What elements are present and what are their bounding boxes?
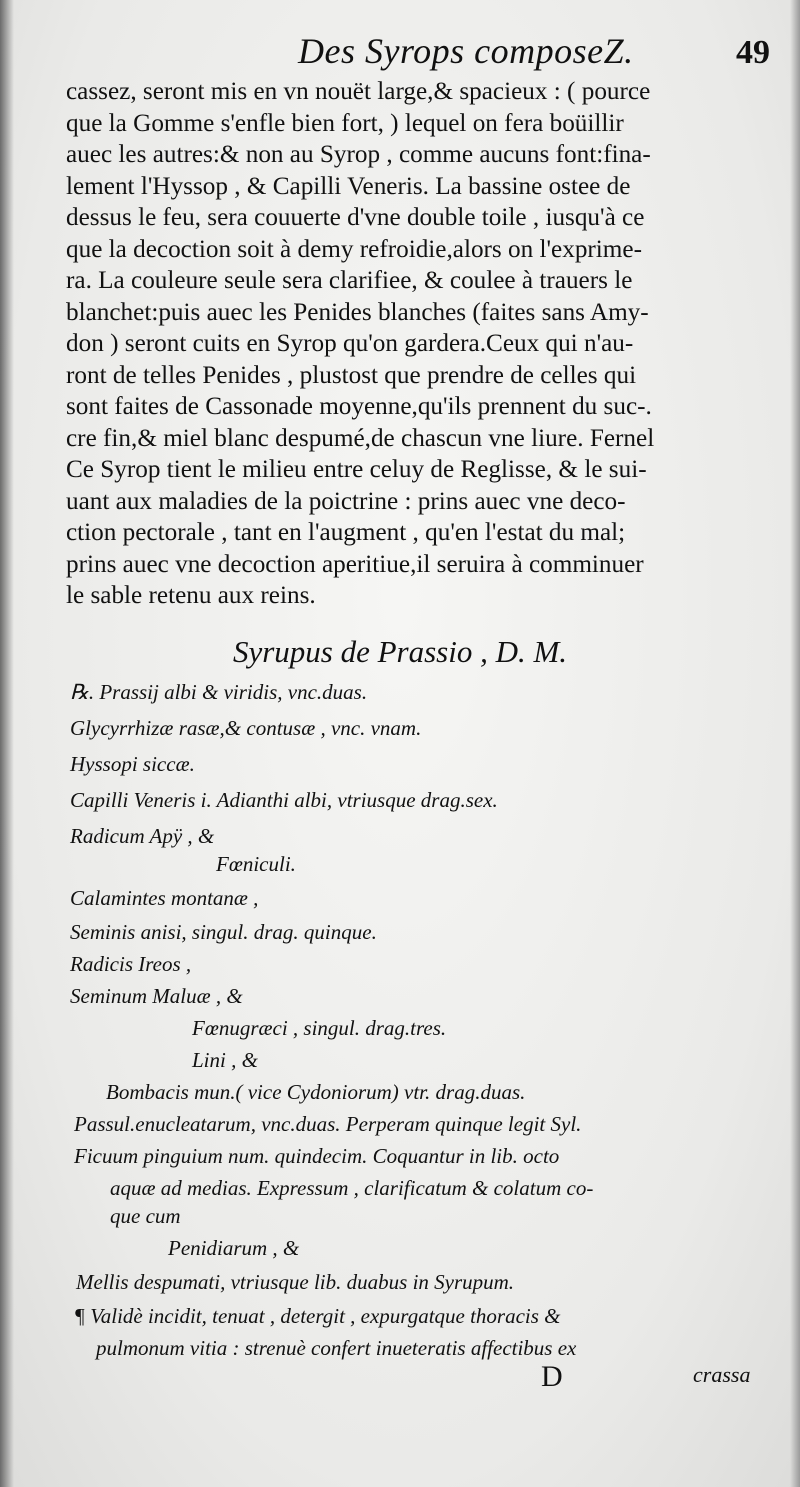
text-line: sont faites de Cassonade moyenne,qu'ils prennent du suc-.: [66, 393, 652, 420]
recipe-line: Seminum Maluæ , &: [70, 984, 243, 1008]
recipe-line: que cum: [110, 1204, 181, 1228]
page-header: [0, 28, 800, 78]
text-line: cre fin,& miel blanc despumé,de chascun vne liure. Fernel: [66, 424, 655, 452]
text-line: ront de telles Penides , plustost que prendre de celles qui: [66, 361, 637, 389]
text-line: uant aux maladies de la poictrine : prins auec vne deco-: [66, 487, 626, 515]
recipe-line: Lini , &: [192, 1048, 258, 1072]
recipe-line: Fœniculi.: [216, 852, 296, 876]
text-line: ra. La couleure seule sera clarifiee, & coulee à trauers le: [66, 267, 633, 294]
recipe-line: Ficuum pinguium num. quindecim. Coquantur in lib. octo: [74, 1144, 560, 1168]
text-line: le sable retenu aux reins.: [66, 582, 316, 609]
text-line: lement l'Hyssop , & Capilli Veneris. La bassine ostee de: [66, 172, 631, 200]
text-line: cassez, seront mis en vn nouët large,& spacieux : ( pource: [66, 78, 651, 105]
prose-paragraph: [66, 76, 756, 612]
recipe-line: pulmonum vitia : strenuè confert inueteratis affectibus ex: [96, 1336, 577, 1360]
text-line: prins auec vne decoction aperitiue,il seruira à comminuer: [66, 550, 644, 578]
recipe-line: Bombacis mun.( vice Cydoniorum) vtr. drag.duas.: [106, 1080, 526, 1104]
recipe-line: Mellis despumati, vtriusque lib. duabus in Syrupum.: [76, 1270, 515, 1294]
recipe-line: Calamintes montanæ ,: [70, 886, 259, 910]
text-line: blanchet:puis auec les Penides blanches (faites sans Amy-: [66, 298, 649, 326]
recipe-line: Capilli Veneris i. Adianthi albi, vtriusque drag.sex.: [70, 788, 498, 812]
recipe-line: Fœnugræci , singul. drag.tres.: [192, 1016, 447, 1040]
recipe-line: Penidiarum , &: [168, 1236, 300, 1260]
page-edge-shadow: [790, 0, 800, 1487]
text-line: don ) seront cuits en Syrop qu'on gardera.Ceux qui n'au-: [66, 330, 634, 357]
page-gutter-shadow: [0, 0, 14, 1487]
recipe-line: ℞. Prassij albi & viridis, vnc.duas.: [70, 680, 368, 704]
page-number: 49: [736, 34, 770, 71]
recipe-line: ¶ Validè incidit, tenuat , detergit , expurgatque thoracis &: [74, 1304, 561, 1328]
recipe-line: Passul.enucleatarum, vnc.duas. Perperam quinque legit Syl.: [74, 1112, 582, 1136]
text-line: dessus le feu, sera couuerte d'vne double toile , iusqu'à ce: [66, 204, 645, 231]
text-line: que la decoction soit à demy refroidie,alors on l'exprime-: [66, 235, 642, 263]
text-line: que la Gomme s'enfle bien fort, ) lequel on fera boüillir: [66, 109, 624, 137]
recipe-line: Radicum Apÿ , &: [70, 824, 215, 848]
recipe-line: Glycyrrhizæ rasæ,& contusæ , vnc. vnam.: [70, 716, 422, 740]
recipe-line: Radicis Ireos ,: [70, 952, 192, 976]
recipe-line: aquæ ad medias. Expressum , clarificatum & colatum co-: [110, 1176, 594, 1200]
text-line: ction pectorale , tant en l'augment , qu'en l'estat du mal;: [66, 519, 626, 546]
recipe-line: Seminis anisi, singul. drag. quinque.: [70, 920, 377, 944]
section-heading: Syrupus de Prassio , D. M.: [232, 634, 568, 669]
signature-mark: D: [541, 1360, 563, 1393]
running-title: Des Syrops composeZ.: [298, 31, 634, 71]
recipe-line: Hyssopi siccæ.: [70, 752, 195, 776]
text-line: Ce Syrop tient le milieu entre celuy de Reglisse, & le sui-: [66, 456, 647, 483]
text-line: auec les autres:& non au Syrop , comme aucuns font:fina-: [66, 141, 651, 168]
catchword: crassa: [693, 1362, 751, 1387]
